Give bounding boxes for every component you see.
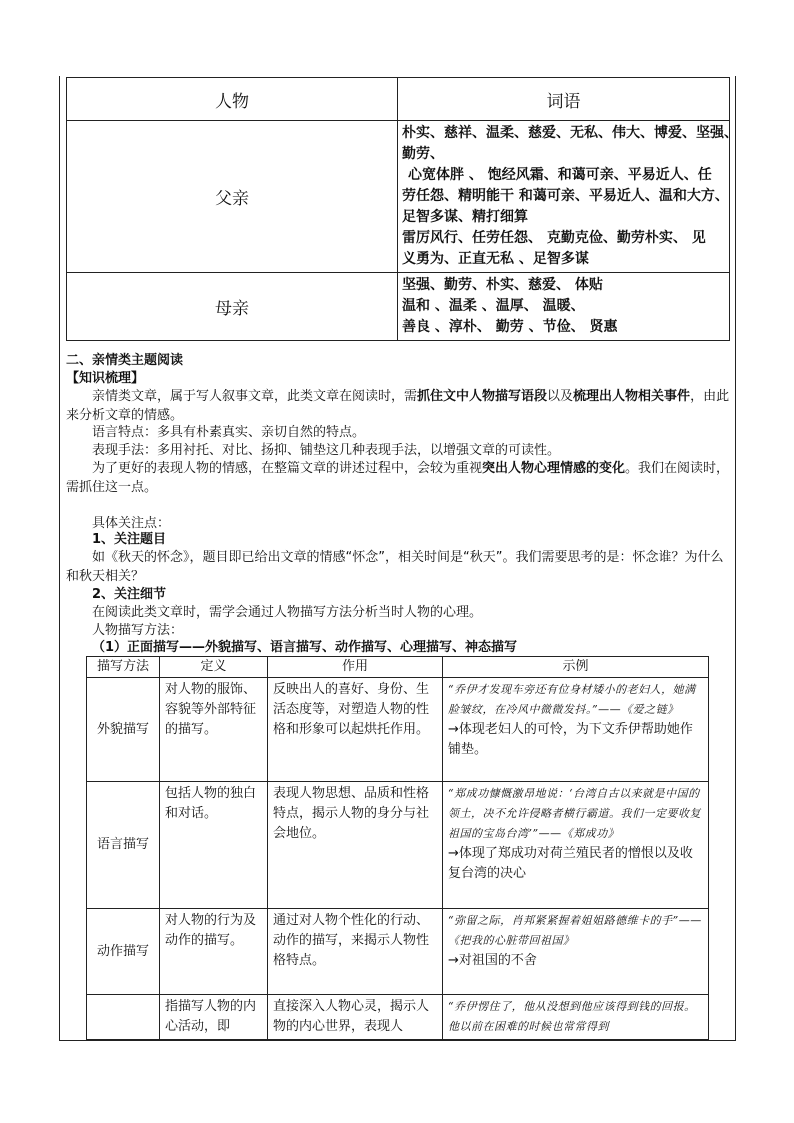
header-words: 词语 xyxy=(398,78,730,121)
method-example xyxy=(443,782,709,909)
table-row xyxy=(87,995,709,1040)
header-effect: 作用 xyxy=(268,657,443,678)
method-name: 外貌描写 xyxy=(87,678,160,782)
word-line: 义勇为、正直无私 、足智多谋 xyxy=(402,251,589,267)
paragraph-intro xyxy=(66,387,730,425)
paragraph-emotion xyxy=(66,459,730,497)
description-methods-label: 人物描写方法： xyxy=(92,623,184,638)
method-definition: 对人物的服饰、容貌等外部特征的描写。 xyxy=(160,678,268,782)
word-line: 劳任怨、精明能干 和蔼可亲、平易近人、温和大方、 xyxy=(402,188,729,204)
header-definition: 定义 xyxy=(160,657,268,678)
method-name xyxy=(87,995,160,1040)
header-person: 人物 xyxy=(67,78,398,121)
mother-words xyxy=(398,273,730,341)
person-father: 父亲 xyxy=(67,121,398,273)
text-run: 。我们在阅读时，需抓住这一点。 xyxy=(66,461,730,495)
example-quote: “乔伊才发现车旁还有位身材矮小的老妇人，她满脸皱纹，在冷风中微微发抖。”——《爱之链》 xyxy=(448,683,696,716)
father-words xyxy=(398,121,738,273)
header-example: 示例 xyxy=(443,657,709,678)
character-words-table xyxy=(66,77,738,341)
method-name: 语言描写 xyxy=(87,782,160,909)
word-line: 足智多谋、精打细算 xyxy=(402,209,528,225)
focus-points-label: 具体关注点： xyxy=(92,516,171,531)
text-run: ，由此来分析文章的情感。 xyxy=(66,389,730,423)
word-line: 朴实、慈祥、温柔、慈爱、无私、伟大、博爱、坚强、 xyxy=(402,125,738,141)
method-definition: 包括人物的独白和对话。 xyxy=(160,782,268,909)
example-analysis: →体现了郑成功对荷兰殖民者的憎恨以及收复台湾的决心 xyxy=(448,846,693,881)
table-header-row xyxy=(67,78,730,121)
word-line: 温和 、温柔 、温厚、 温暖、 xyxy=(402,298,585,314)
word-line: 善良 、淳朴、 勤劳 、节俭、 贤惠 xyxy=(402,319,618,335)
knowledge-heading: 【知识梳理】 xyxy=(66,371,145,386)
page-frame-right xyxy=(735,76,736,1040)
emphasis-text: 梳理出人物相关事件 xyxy=(573,389,691,404)
paragraph-language: 语言特点：多具有朴素真实、亲切自然的特点。 xyxy=(92,425,366,440)
paragraph-techniques: 表现手法：多用衬托、对比、扬抑、铺垫这几种表现手法，以增强文章的可读性。 xyxy=(92,443,561,458)
example-quote: “乔伊愣住了，他从没想到他应该得到钱的回报。他以前在困难的时候也常常得到 xyxy=(448,1000,696,1033)
method-example xyxy=(443,678,709,782)
focus-title-heading: 1、关注题目 xyxy=(92,532,167,547)
focus-detail-heading: 2、关注细节 xyxy=(92,587,167,602)
front-description-heading: （1）正面描写——外貌描写、语言描写、动作描写、心理描写、神态描写 xyxy=(92,640,518,655)
table-row xyxy=(67,273,730,341)
example-analysis: →体现老妇人的可怜，为下文乔伊帮助她作铺垫。 xyxy=(448,722,693,757)
word-line: 心宽体胖 、 饱经风霜、和蔼可亲、平易近人、任 xyxy=(408,167,712,183)
method-effect: 通过对人物个性化的行动、动作的描写，来揭示人物性格特点。 xyxy=(268,909,443,995)
page-frame-left xyxy=(59,76,60,1040)
method-example xyxy=(443,995,709,1040)
table-header-row xyxy=(87,657,709,678)
table-row xyxy=(87,678,709,782)
text-run: 以及 xyxy=(547,389,574,404)
page-frame-bottom xyxy=(59,1040,736,1041)
description-methods-table xyxy=(86,656,709,1040)
paragraph-detail: 在阅读此类文章时，需学会通过人物描写方法分析当时人物的心理。 xyxy=(92,605,483,620)
table-row xyxy=(67,121,730,273)
emphasis-text: 抓住文中人物描写语段 xyxy=(417,389,548,404)
method-definition: 指描写人物的内心活动，即 xyxy=(160,995,268,1040)
method-example xyxy=(443,909,709,995)
text-run: 为了更好的表现人物的情感，在整篇文章的讲述过程中，会较为重视 xyxy=(92,461,483,476)
emphasis-text: 突出人物心理情感的变化 xyxy=(482,461,626,476)
table-row xyxy=(87,909,709,995)
example-quote: “郑成功慷慨激昂地说：‘台湾自古以来就是中国的领土，决不允许侵略者横行霸道。我们一定要收复祖国的宝岛台湾’”——《郑成功》 xyxy=(448,787,701,840)
example-quote: “弥留之际，肖邦紧紧握着姐姐路德维卡的手”——《把我的心脏带回祖国》 xyxy=(448,914,702,947)
table-row xyxy=(87,782,709,909)
word-line: 坚强、勤劳、朴实、慈爱、 体贴 xyxy=(402,277,603,293)
method-name: 动作描写 xyxy=(87,909,160,995)
person-mother: 母亲 xyxy=(67,273,398,341)
word-line: 雷厉风行、任劳任怨、 克勤克俭、勤劳朴实、 见 xyxy=(402,230,706,246)
header-method: 描写方法 xyxy=(87,657,160,678)
method-effect: 直接深入人物心灵，揭示人物的内心世界，表现人 xyxy=(268,995,443,1040)
example-analysis: →对祖国的不舍 xyxy=(448,953,537,968)
word-line: 勤劳、 xyxy=(402,146,444,162)
method-effect: 表现人物思想、品质和性格特点，揭示人物的身分与社会地位。 xyxy=(268,782,443,909)
text-run: 亲情类文章，属于写人叙事文章，此类文章在阅读时，需 xyxy=(92,389,418,404)
paragraph-title-example: 如《秋天的怀念》，题目即已给出文章的情感“怀念”，相关时间是“秋天”。我们需要思考的是：怀念谁？为什么和秋天相关？ xyxy=(66,550,724,584)
method-definition: 对人物的行为及动作的描写。 xyxy=(160,909,268,995)
method-effect: 反映出人的喜好、身份、生活态度等，对塑造人物的性格和形象可以起烘托作用。 xyxy=(268,678,443,782)
section-title: 二、亲情类主题阅读 xyxy=(66,353,184,368)
